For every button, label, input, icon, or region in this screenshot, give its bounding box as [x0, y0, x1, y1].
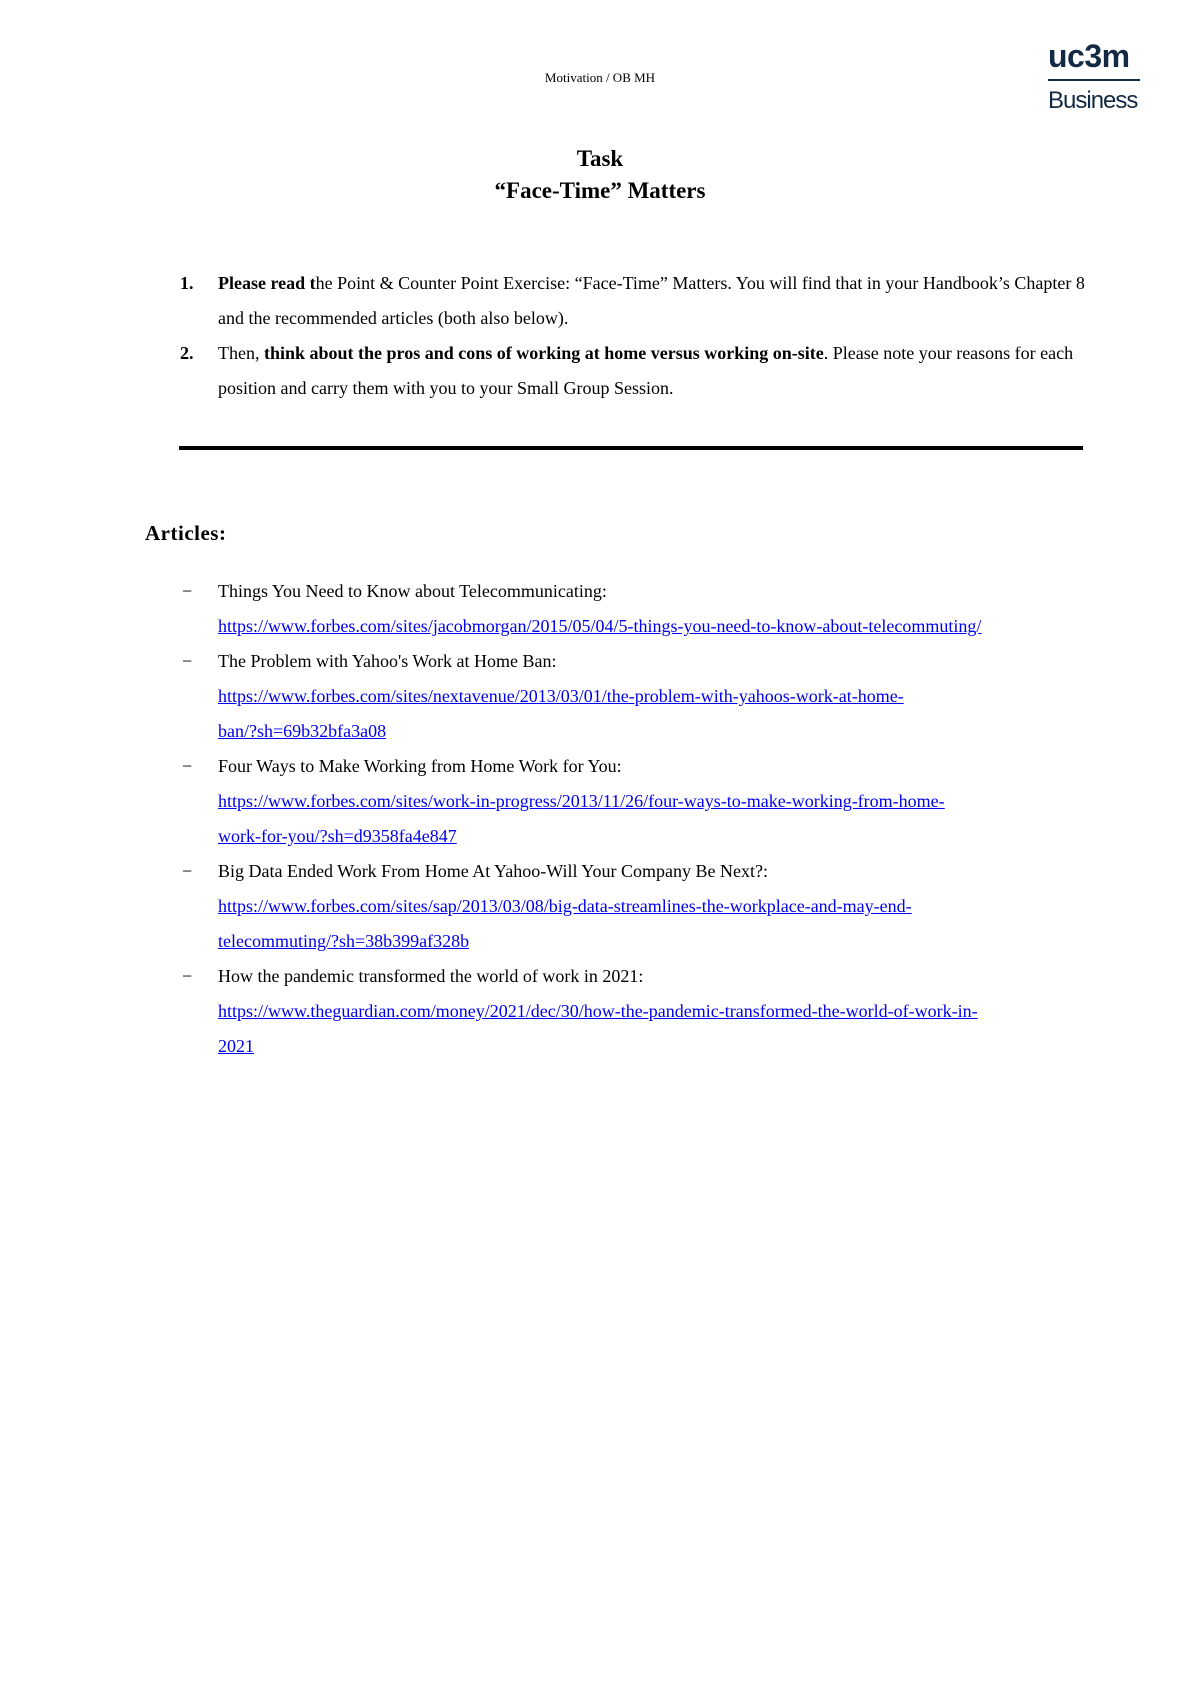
articles-list [180, 574, 1100, 1064]
article-link-line: https://www.forbes.com/sites/work-in-progress/2013/11/26/four-ways-to-make-working-from-home- [218, 791, 945, 811]
task-text: . Please note your reasons for each position and carry them with you to your Small Group Session. [218, 343, 1074, 398]
articles-heading: Articles: [145, 521, 227, 545]
logo-divider [1048, 79, 1140, 81]
dash-bullet-icon: − [182, 966, 193, 986]
article-title: Big Data Ended Work From Home At Yahoo-Will Your Company Be Next?: [218, 861, 768, 881]
article-link-line: 2021 [218, 1036, 254, 1056]
article-link[interactable] [218, 889, 1100, 959]
task-bold-text: Please read t [218, 273, 316, 293]
document-title [0, 143, 1200, 207]
article-item [180, 959, 1100, 1064]
logo-main-text: uc3m [1048, 38, 1130, 74]
page-header: Motivation / OB MH [544, 70, 656, 85]
article-title: Four Ways to Make Working from Home Work for You: [218, 756, 622, 776]
dash-bullet-icon: − [182, 651, 193, 671]
task-list [180, 266, 1090, 406]
article-item [180, 854, 1100, 959]
article-link[interactable] [218, 784, 1100, 854]
task-number: 1. [180, 273, 194, 293]
task-item [180, 266, 1090, 336]
horizontal-divider [179, 446, 1083, 450]
article-link[interactable] [218, 994, 1100, 1064]
article-item [180, 574, 1100, 644]
article-title: The Problem with Yahoo's Work at Home Ban: [218, 651, 557, 671]
article-link-line: work-for-you/?sh=d9358fa4e847 [218, 826, 457, 846]
task-prefix: Then, [218, 343, 264, 363]
logo-sub-text: Business [1048, 87, 1138, 114]
article-item [180, 749, 1100, 854]
uc3m-business-logo [1048, 38, 1140, 115]
article-link[interactable] [218, 679, 1100, 749]
article-title: How the pandemic transformed the world of work in 2021: [218, 966, 644, 986]
article-link-line: https://www.forbes.com/sites/jacobmorgan/2015/05/04/5-things-you-need-to-know-about-telecommuting/ [218, 616, 982, 636]
article-link-line: https://www.forbes.com/sites/nextavenue/2013/03/01/the-problem-with-yahoos-work-at-home- [218, 686, 904, 706]
article-item [180, 644, 1100, 749]
task-text: he Point & Counter Point Exercise: “Face-Time” Matters. You will find that in your Handbook’s Chapter 8 and the recommended articles (both also below). [218, 273, 1085, 328]
article-title: Things You Need to Know about Telecommunicating: [218, 581, 607, 601]
article-link-line: https://www.forbes.com/sites/sap/2013/03/08/big-data-streamlines-the-workplace-and-may-end- [218, 896, 912, 916]
task-number: 2. [180, 343, 194, 363]
title-line-task: Task [576, 146, 624, 171]
dash-bullet-icon: − [182, 861, 193, 881]
task-bold-text: think about the pros and cons of working at home versus working on-site [263, 343, 824, 363]
task-item [180, 336, 1090, 406]
dash-bullet-icon: − [182, 756, 193, 776]
article-link-line: https://www.theguardian.com/money/2021/dec/30/how-the-pandemic-transformed-the-world-of-work-in- [218, 1001, 978, 1021]
article-link-line: telecommuting/?sh=38b399af328b [218, 931, 470, 951]
article-link[interactable] [218, 609, 1100, 644]
dash-bullet-icon: − [182, 581, 193, 601]
title-line-face-time: “Face-Time” Matters [494, 178, 706, 203]
article-link-line: ban/?sh=69b32bfa3a08 [218, 721, 387, 741]
